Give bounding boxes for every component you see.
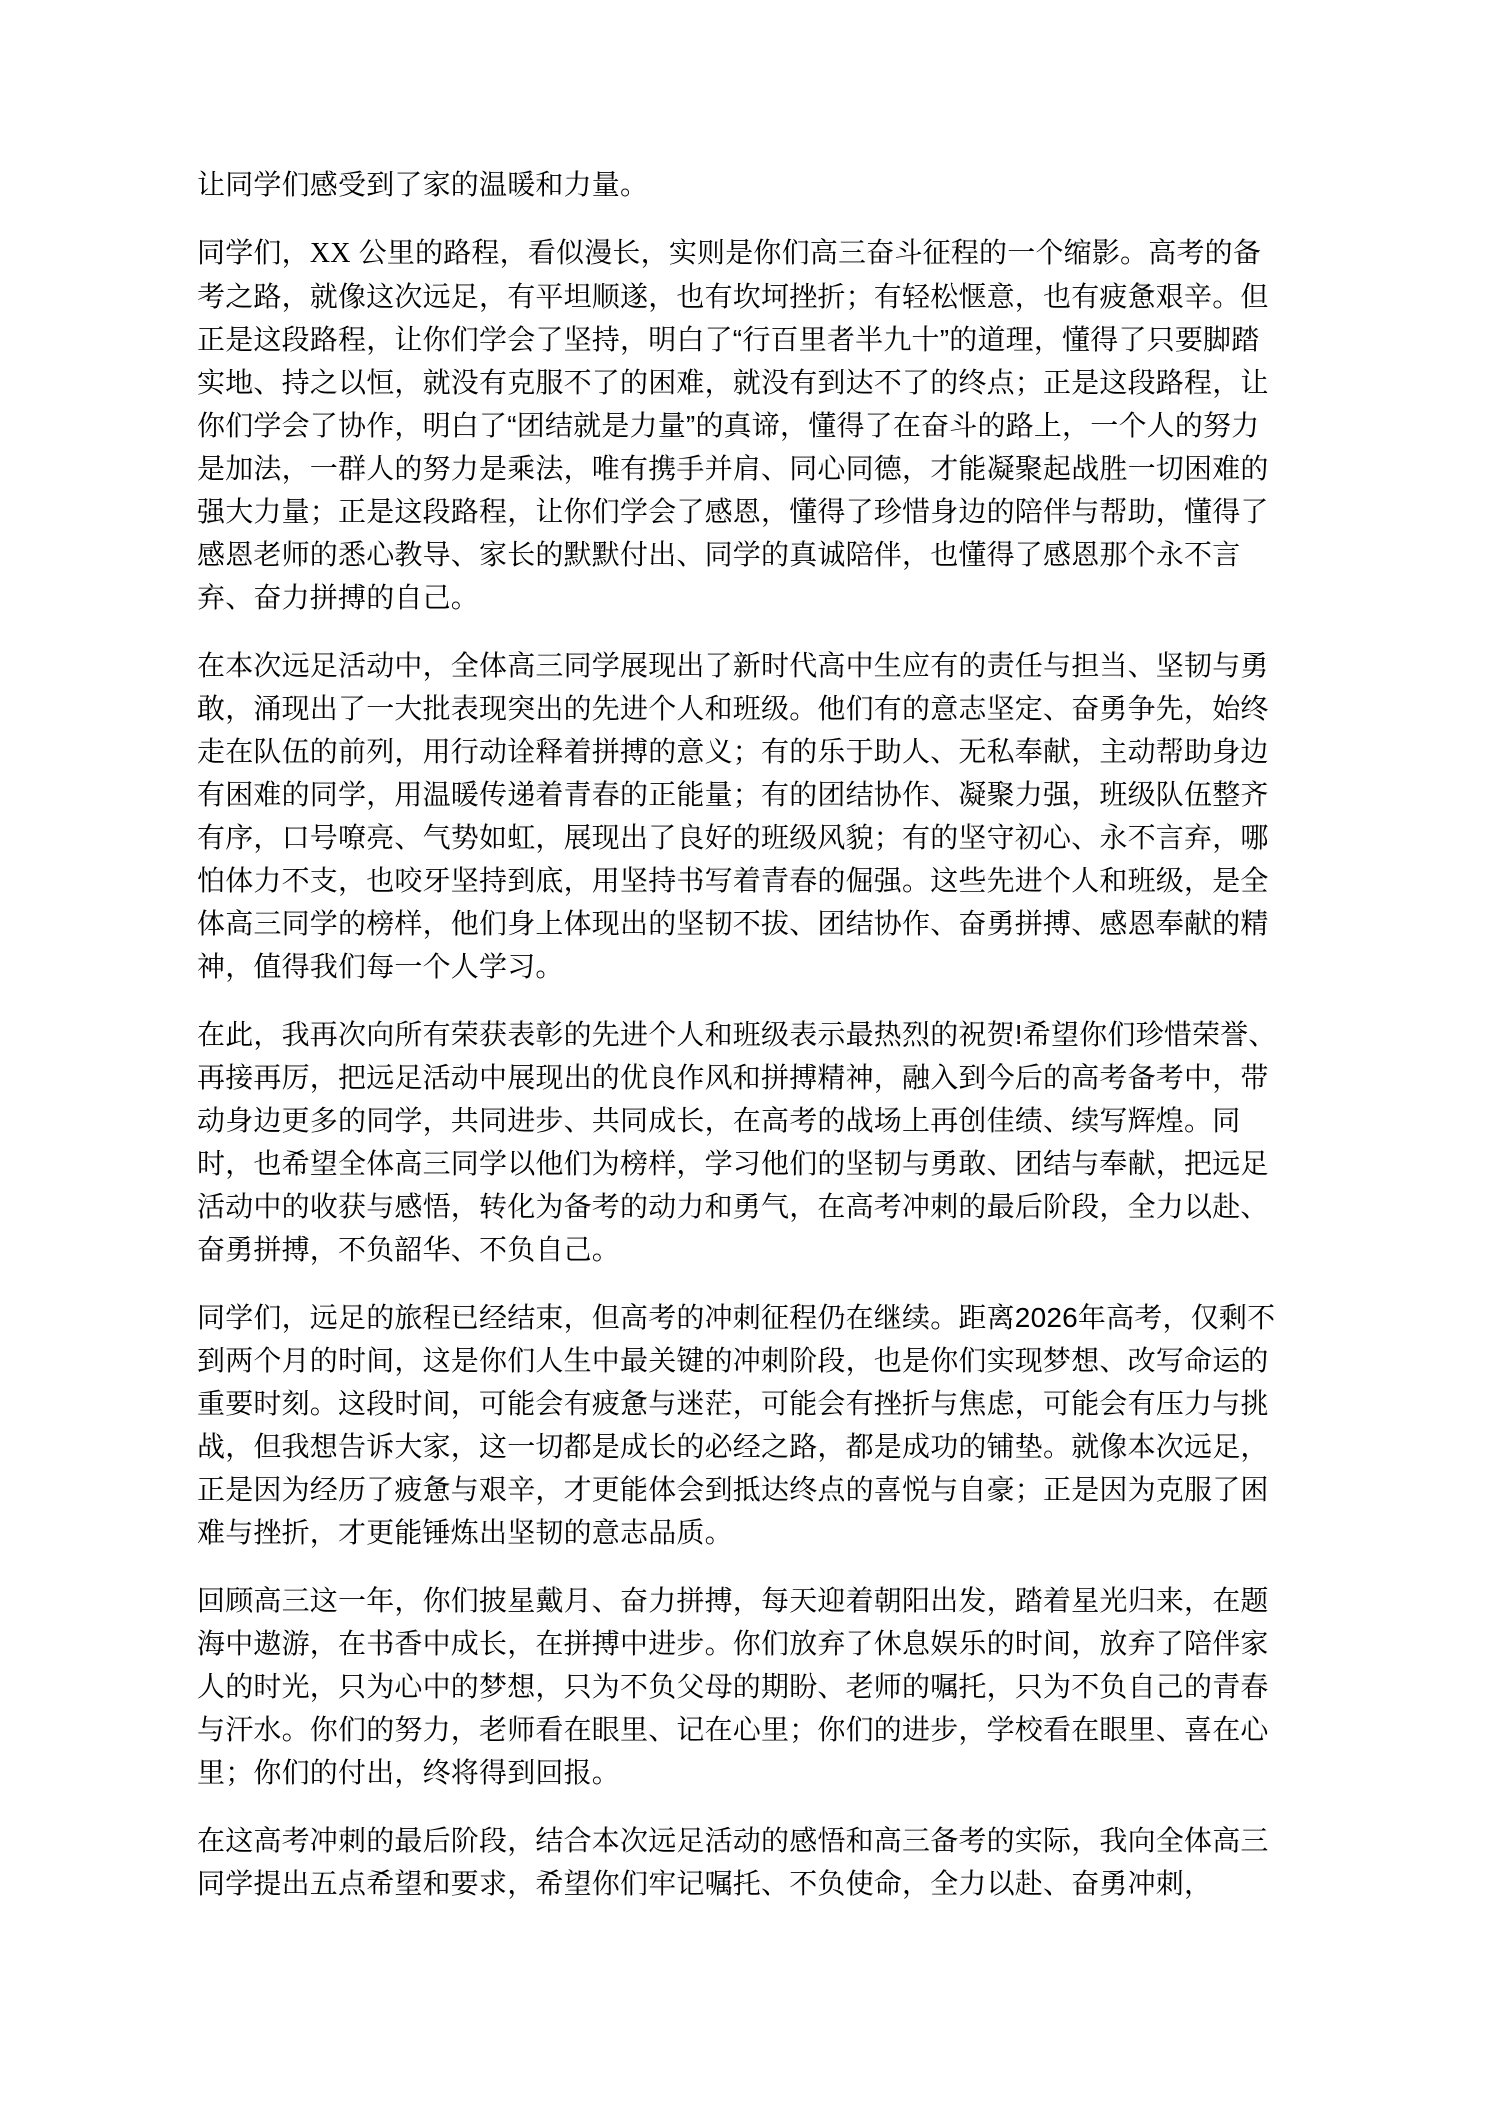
- paragraph-year-review: 回顾高三这一年，你们披星戴月、奋力拼搏，每天迎着朝阳出发，踏着星光归来，在题海中遨游，在书香中成长，在拼搏中进步。你们放弃了休息娱乐的时间，放弃了陪伴家人的时光，只为心中的梦想，只为不负父母的期盼、老师的嘱托，只为不负自己的青春与汗水。你们的努力，老师看在眼里、记在心里；你们的进步，学校看在眼里、喜在心里；你们的付出，终将得到回报。: [197, 1585, 1269, 1788]
- distance-placeholder-xx: XX: [309, 238, 351, 269]
- paragraph-outstanding-students: 在本次远足活动中，全体高三同学展现出了新时代高中生应有的责任与担当、坚韧与勇敢，涌现出了一大批表现突出的先进个人和班级。他们有的意志坚定、奋勇争先，始终走在队伍的前列，用行动诠释着拼搏的意义；有的乐于助人、无私奉献，主动帮助身边有困难的同学，用温暖传递着青春的正能量；有的团结协作、凝聚力强，班级队伍整齐有序，口号嘹亮、气势如虹，展现出了良好的班级风貌；有的坚守初心、永不言弃，哪怕体力不支，也咬牙坚持到底，用坚持书写着青春的倔强。这些先进个人和班级，是全体高三同学的榜样，他们身上体现出的坚韧不拔、团结协作、奋勇拼搏、感恩奉献的精神，值得我们每一个人学习。: [197, 650, 1269, 982]
- paragraph-journey-metaphor: [197, 231, 1283, 619]
- document-body: [197, 163, 1283, 1905]
- paragraph-carryover: 让同学们感受到了家的温暖和力量。: [197, 169, 649, 200]
- paragraph-journey-prefix: 同学们，: [197, 237, 310, 268]
- paragraph-journey-rest: 公里的路程，看似漫长，实则是你们高三奋斗征程的一个缩影。高考的备考之路，就像这次远足，有平坦顺遂，也有坎坷挫折；有轻松惬意，也有疲惫艰辛。但正是这段路程，让你们学会了坚持，明白了“行百里者半九十”的道理，懂得了只要脚踏实地、持之以恒，就没有克服不了的困难，就没有到达不了的终点；正是这段路程，让你们学会了协作，明白了“团结就是力量”的真谛，懂得了在奋斗的路上，一个人的努力是加法，一群人的努力是乘法，唯有携手并肩、同心同德，才能凝聚起战胜一切困难的强大力量；正是这段路程，让你们学会了感恩，懂得了珍惜身边的陪伴与帮助，懂得了感恩老师的悉心教导、家长的默默付出、同学的真诚陪伴，也懂得了感恩那个永不言弃、奋力拼搏的自己。: [197, 237, 1269, 613]
- paragraph-five-hopes-intro: 在这高考冲刺的最后阶段，结合本次远足活动的感悟和高三备考的实际，我向全体高三同学提出五点希望和要求，希望你们牢记嘱托、不负使命，全力以赴、奋勇冲刺，: [197, 1825, 1269, 1899]
- paragraph-sprint-stage: 同学们，远足的旅程已经结束，但高考的冲刺征程仍在继续。距离2026年高考，仅剩不到两个月的时间，这是你们人生中最关键的冲刺阶段，也是你们实现梦想、改写命运的重要时刻。这段时间，可能会有疲惫与迷茫，可能会有挫折与焦虑，可能会有压力与挑战，但我想告诉大家，这一切都是成长的必经之路，都是成功的铺垫。就像本次远足，正是因为经历了疲惫与艰辛，才更能体会到抵达终点的喜悦与自豪；正是因为克服了困难与挫折，才更能锤炼出坚韧的意志品质。: [197, 1302, 1276, 1548]
- paragraph-congratulations: 在此，我再次向所有荣获表彰的先进个人和班级表示最热烈的祝贺!希望你们珍惜荣誉、再接再厉，把远足活动中展现出的优良作风和拼搏精神，融入到今后的高考备考中，带动身边更多的同学，共同进步、共同成长，在高考的战场上再创佳绩、续写辉煌。同时，也希望全体高三同学以他们为榜样，学习他们的坚韧与勇敢、团结与奉献，把远足活动中的收获与感悟，转化为备考的动力和勇气，在高考冲刺的最后阶段，全力以赴、奋勇拼搏，不负韶华、不负自己。: [197, 1019, 1277, 1265]
